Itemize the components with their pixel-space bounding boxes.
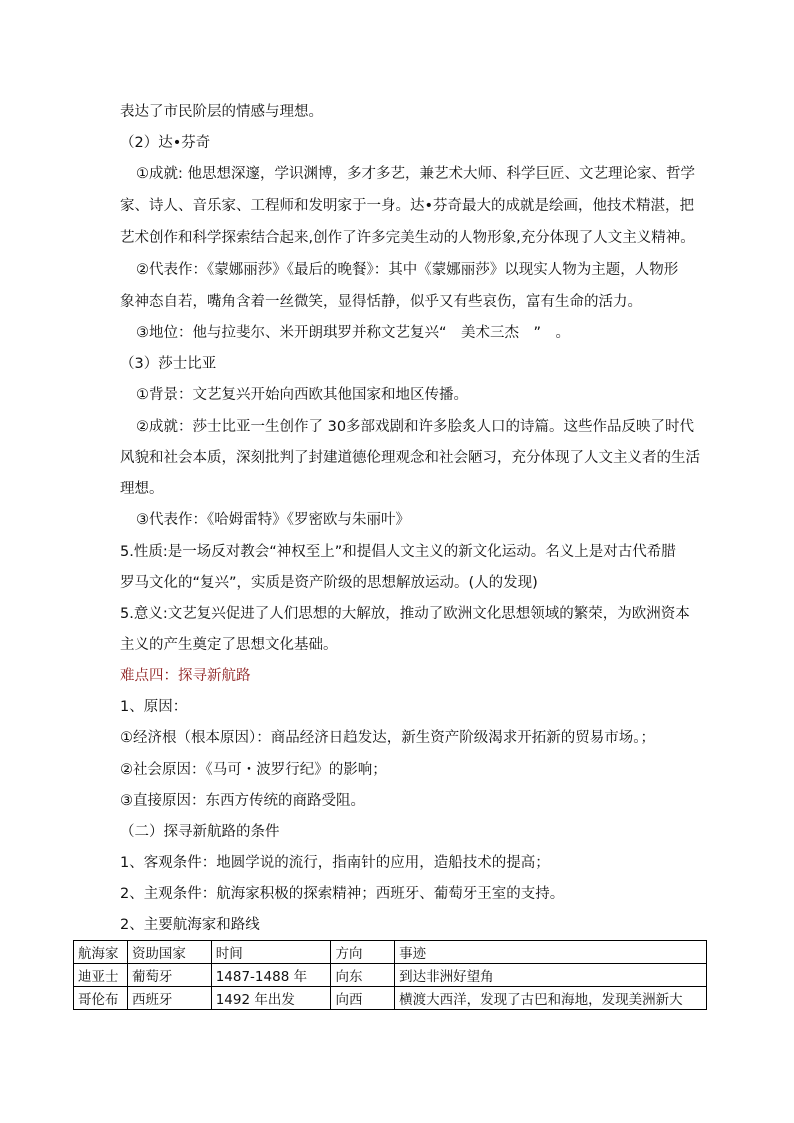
- text-line: 象神态自若，嘴角含着一丝微笑，显得恬静，似乎又有些哀伤，富有生命的活力。: [120, 294, 642, 310]
- table-row: [74, 964, 707, 987]
- text-line: 主义的产生奠定了思想文化基础。: [120, 637, 338, 653]
- table-header-cell: 时间: [211, 941, 331, 964]
- table-header-cell: 航海家: [74, 941, 128, 964]
- table-cell: 哥伦布: [74, 987, 128, 1010]
- text-line: ③地位：他与拉斐尔、米开朗琪罗并称文艺复兴“ 美术三杰 ” 。: [136, 325, 571, 341]
- table-header-cell: 资助国家: [127, 941, 211, 964]
- text-line: ②成就：莎士比亚一生创作了 30多部戏剧和许多脍炙人口的诗篇。这些作品反映了时代: [136, 419, 695, 435]
- table-row: [74, 987, 707, 1010]
- table-cell: 横渡大西洋，发现了古巴和海地，发现美洲新大: [395, 987, 707, 1010]
- table-cell: 西班牙: [127, 987, 211, 1010]
- text-line: 5.性质:是一场反对教会“神权至上”和提倡人文主义的新文化运动。名义上是对古代希腊: [120, 544, 676, 560]
- table-cell: 葡萄牙: [127, 964, 211, 987]
- table-cell: 向东: [331, 964, 395, 987]
- text-line: 风貌和社会本质，深刻批判了封建道德伦理观念和社会陋习，充分体现了人文主义者的生活: [120, 450, 700, 466]
- section-heading-shakespeare: （3）莎士比亚: [120, 356, 217, 372]
- section-heading-davinci: （2）达•芬奇: [120, 135, 211, 151]
- table-cell: 向西: [331, 987, 395, 1010]
- table-cell: 1492 年出发: [211, 987, 331, 1010]
- table-header-row: [74, 941, 707, 964]
- text-line: 家、诗人、音乐家、工程师和发明家于一身。达•芬奇最大的成就是绘画，他技术精湛，把: [120, 198, 695, 214]
- text-line: ③直接原因：东西方传统的商路受阻。: [120, 793, 365, 809]
- subsection-heading: （二）探寻新航路的条件: [120, 824, 280, 840]
- text-line: 2、主要航海家和路线: [120, 917, 260, 933]
- text-line: 1、客观条件：地圆学说的流行，指南针的应用，造船技术的提高；: [120, 855, 550, 871]
- text-line: 理想。: [120, 481, 164, 497]
- text-line: ①经济根（根本原因）：商品经济日趋发达，新生资产阶级渴求开拓新的贸易市场。；: [120, 730, 655, 746]
- text-line: 艺术创作和科学探索结合起来,创作了许多完美生动的人物形象,充分体现了人文主义精神。: [120, 230, 695, 246]
- table-cell: 迪亚士: [74, 964, 128, 987]
- text-line: 1、原因：: [120, 699, 188, 715]
- text-line: ②代表作：《蒙娜丽莎》《最后的晚餐》：其中《蒙娜丽莎》以现实人物为主题，人物形: [136, 262, 679, 278]
- text-line: ①背景：文艺复兴开始向西欧其他国家和地区传播。: [136, 387, 468, 403]
- text-line: 5.意义:文艺复兴促进了人们思想的大解放，推动了欧洲文化思想领域的繁荣，为欧洲资本: [120, 606, 690, 622]
- text-line: 2、主观条件：航海家积极的探索精神；西班牙、葡萄牙王室的支持。: [120, 886, 565, 902]
- difficulty-heading: 难点四：探寻新航路: [120, 668, 251, 684]
- navigators-table: [73, 940, 707, 1010]
- table-header-cell: 方向: [331, 941, 395, 964]
- text-line: ③代表作：《哈姆雷特》《罗密欧与朱丽叶》: [136, 512, 410, 528]
- table-cell: 到达非洲好望角: [395, 964, 707, 987]
- table-header-cell: 事迹: [395, 941, 707, 964]
- text-line: ②社会原因：《马可・波罗行纪》的影响；: [120, 762, 387, 778]
- table-cell: 1487-1488 年: [211, 964, 331, 987]
- text-line: 表达了市民阶层的情感与理想。: [120, 104, 323, 120]
- text-line: ①成就: 他思想深邃，学识渊博，多才多艺，兼艺术大师、科学巨匠、文艺理论家、哲学: [136, 166, 695, 182]
- text-line: 罗马文化的“复兴”，实质是资产阶级的思想解放运动。(人的发现): [120, 575, 538, 591]
